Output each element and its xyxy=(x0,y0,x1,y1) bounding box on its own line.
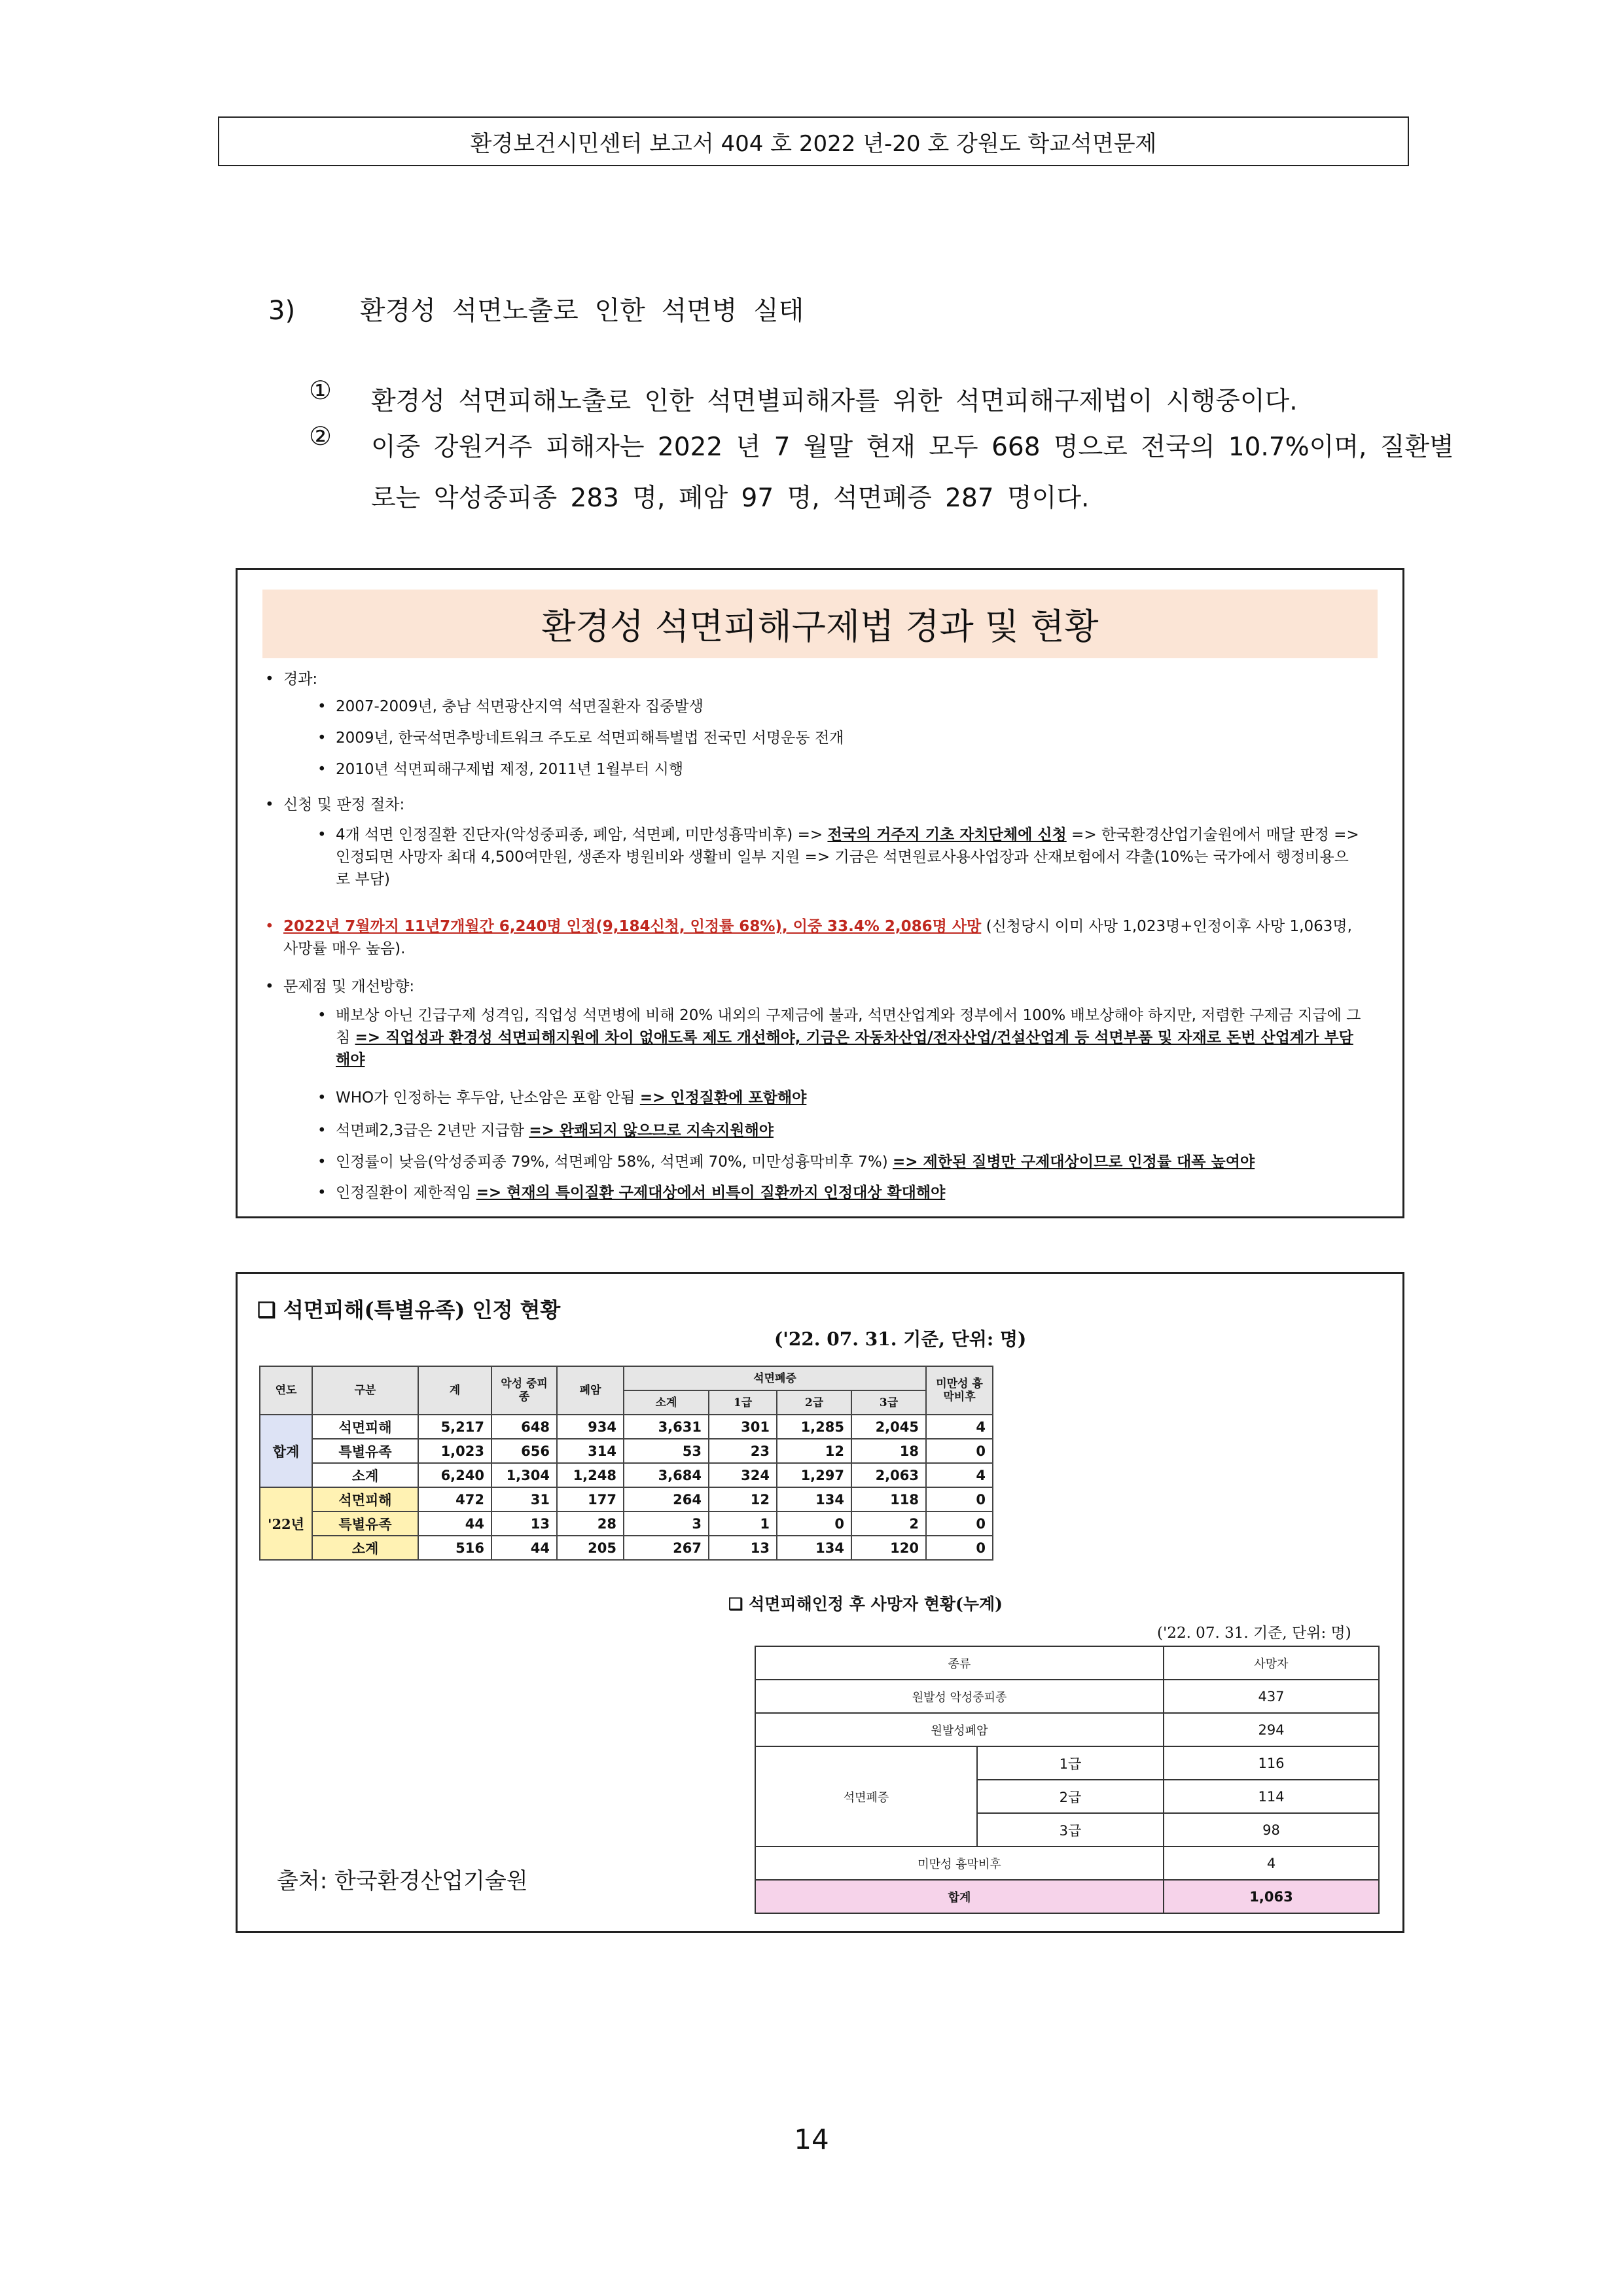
row-label: 원발성 악성중피종 xyxy=(755,1680,1164,1713)
cell: 0 xyxy=(926,1439,993,1463)
issue-item: • 인정질환이 제한적임 => 현재의 특이질환 구제대상에서 비특이 질환까지 인정대상 확대해야 xyxy=(317,1184,946,1201)
cell: 0 xyxy=(926,1536,993,1560)
cell: 1,297 xyxy=(777,1463,851,1487)
history-item: • 2009년, 한국석면추방네트워크 주도로 석면피해특별법 전국민 서명운동 전개 xyxy=(317,730,844,747)
cell: 301 xyxy=(709,1415,777,1439)
table-header-row xyxy=(755,1646,1379,1680)
cell: 0 xyxy=(926,1487,993,1511)
cell: 1,023 xyxy=(418,1439,491,1463)
row-label: 석면피해 xyxy=(312,1415,418,1439)
header-total: 계 xyxy=(418,1366,491,1415)
cell: 53 xyxy=(624,1439,709,1463)
summary-box xyxy=(236,568,1404,1218)
history-item: • 2010년 석면피해구제법 제정, 2011년 1월부터 시행 xyxy=(317,761,684,778)
cell: 267 xyxy=(624,1536,709,1560)
history-item: • 2007-2009년, 충남 석면광산지역 석면질환자 집중발생 xyxy=(317,698,704,715)
cell: 1 xyxy=(709,1511,777,1536)
cell: 134 xyxy=(777,1487,851,1511)
cell: 98 xyxy=(1164,1813,1379,1846)
cell: 44 xyxy=(418,1511,491,1536)
table-total-row xyxy=(755,1880,1379,1913)
cell: 656 xyxy=(491,1439,557,1463)
cell: 5,217 xyxy=(418,1415,491,1439)
cell: 114 xyxy=(1164,1780,1379,1813)
total-label: 합계 xyxy=(755,1880,1164,1913)
cell: 4 xyxy=(926,1463,993,1487)
cell: 12 xyxy=(709,1487,777,1511)
cell: 44 xyxy=(491,1536,557,1560)
paragraph-2 xyxy=(309,422,1471,524)
section-number: 3) xyxy=(268,296,296,326)
cell: 13 xyxy=(709,1536,777,1560)
table-row xyxy=(260,1439,993,1463)
header-deaths: 사망자 xyxy=(1164,1646,1379,1680)
recognition-table-basis: ('22. 07. 31. 기준, 단위: 명) xyxy=(774,1328,1027,1350)
cell: 1,304 xyxy=(491,1463,557,1487)
paragraph-text: 환경성 석면피해노출로 인한 석면별피해자를 위한 석면피해구제법이 시행중이다. xyxy=(371,387,1298,416)
cell: 314 xyxy=(557,1439,624,1463)
statistics-text: • 2022년 7월까지 11년7개월간 6,240명 인정(9,184신청, 인정률 68%), 이중 33.4% 2,086명 사망 (신청당시 이미 사망 1,023명+인정이후 사망 1,063명, 사망률 매우 높음). xyxy=(265,918,1352,957)
cell: 28 xyxy=(557,1511,624,1536)
section-title: 환경성 석면노출로 인한 석면병 실태 xyxy=(359,296,804,326)
page-number: 14 xyxy=(794,2123,829,2155)
cell: 116 xyxy=(1164,1746,1379,1780)
issue-item: • 석면폐2,3급은 2년만 지급함 => 완쾌되지 않으므로 지속지원해야 xyxy=(317,1122,774,1139)
header-year: 연도 xyxy=(260,1366,312,1415)
header-category: 구분 xyxy=(312,1366,418,1415)
cell: 31 xyxy=(491,1487,557,1511)
row-label: 석면피해 xyxy=(312,1487,418,1511)
cell: 324 xyxy=(709,1463,777,1487)
history-label: • 경과: xyxy=(265,671,318,688)
row-label: 소계 xyxy=(312,1536,418,1560)
issue-item: • 배보상 아닌 긴급구제 성격임, 직업성 석면병에 비해 20% 내외의 구제금에 불과, 석면산업계와 정부에서 100% 배보상해야 하지만, 저렴한 구제금 지급에 그침 => 직업성과 환경성 석면피해지원에 차이 없애도록 제도 개선해야, 기금은 자동차산업/전자산업/건설산업계 등 석면부품 및 자재로 돈번 산업계가 부담해야 xyxy=(317,1007,1361,1069)
paragraph-marker: ① xyxy=(309,376,332,406)
header-grade2: 2급 xyxy=(777,1390,851,1415)
paragraph-marker: ② xyxy=(309,422,332,451)
cell: 18 xyxy=(851,1439,926,1463)
header-subtotal: 소계 xyxy=(624,1390,709,1415)
header-lung: 폐암 xyxy=(557,1366,624,1415)
cell: 134 xyxy=(777,1536,851,1560)
cell: 1,248 xyxy=(557,1463,624,1487)
row-label: 소계 xyxy=(312,1463,418,1487)
table-row xyxy=(755,1846,1379,1880)
death-table-basis: ('22. 07. 31. 기준, 단위: 명) xyxy=(1157,1625,1351,1642)
header-type: 종류 xyxy=(755,1646,1164,1680)
cell: 120 xyxy=(851,1536,926,1560)
row-label: 미만성 흉막비후 xyxy=(755,1846,1164,1880)
table-row xyxy=(260,1511,993,1536)
recognition-table-title: ❑ 석면피해(특별유족) 인정 현황 xyxy=(257,1298,561,1322)
grade-label: 1급 xyxy=(977,1746,1164,1780)
cell: 13 xyxy=(491,1511,557,1536)
cell: 1,285 xyxy=(777,1415,851,1439)
death-table-title: ❑ 석면피해인정 후 사망자 현황(누계) xyxy=(728,1595,1003,1614)
cell: 4 xyxy=(926,1415,993,1439)
cell: 264 xyxy=(624,1487,709,1511)
report-header: 환경보건시민센터 보고서 404 호 2022 년-20 호 강원도 학교석면문제 xyxy=(218,116,1409,166)
cell: 294 xyxy=(1164,1713,1379,1746)
cell: 23 xyxy=(709,1439,777,1463)
cell: 0 xyxy=(926,1511,993,1536)
table-row xyxy=(755,1746,1379,1780)
table-row xyxy=(755,1713,1379,1746)
cell: 177 xyxy=(557,1487,624,1511)
cell: 3 xyxy=(624,1511,709,1536)
cell: 0 xyxy=(777,1511,851,1536)
procedure-text: • 4개 석면 인정질환 진단자(악성중피종, 폐암, 석면폐, 미만성흉막비후) => 전국의 거주지 기초 자치단체에 신청 => 한국환경산업기술원에서 매달 판정 => 인정되면 사망자 최대 4,500여만원, 생존자 병원비와 생활비 일부 지원 => 기금은 석면원료사용사업장과 산재보험에서 갹출(10%는 국가에서 행정비용으로 부담) xyxy=(317,826,1359,888)
tables-box xyxy=(236,1272,1404,1933)
header-grade1: 1급 xyxy=(709,1390,777,1415)
cell: 437 xyxy=(1164,1680,1379,1713)
cell: 12 xyxy=(777,1439,851,1463)
total-value: 1,063 xyxy=(1164,1880,1379,1913)
grade-label: 2급 xyxy=(977,1780,1164,1813)
cell: 4 xyxy=(1164,1846,1379,1880)
issue-item: • WHO가 인정하는 후두암, 난소암은 포함 안됨 => 인정질환에 포함해야 xyxy=(317,1089,807,1106)
cell: 648 xyxy=(491,1415,557,1439)
cell: 6,240 xyxy=(418,1463,491,1487)
recognition-table xyxy=(259,1366,993,1561)
grade-label: 3급 xyxy=(977,1813,1164,1846)
cell: 2,063 xyxy=(851,1463,926,1487)
source-caption: 출처: 한국환경산업기술원 xyxy=(277,1868,528,1894)
cell: 3,631 xyxy=(624,1415,709,1439)
cell: 2 xyxy=(851,1511,926,1536)
cell: 934 xyxy=(557,1415,624,1439)
table-row xyxy=(260,1463,993,1487)
group-label-2022: '22년 xyxy=(260,1487,312,1560)
cell: 516 xyxy=(418,1536,491,1560)
header-diffuse: 미만성 흉막비후 xyxy=(926,1366,993,1415)
row-label: 특별유족 xyxy=(312,1439,418,1463)
table-header-row xyxy=(260,1366,993,1390)
issue-item: • 인정률이 낮음(악성중피종 79%, 석면폐암 58%, 석면폐 70%, 미만성흉막비후 7%) => 제한된 질병만 구제대상이므로 인정률 대폭 높여야 xyxy=(317,1154,1255,1171)
paragraph-1 xyxy=(309,376,1471,427)
header-meso: 악성 중피종 xyxy=(491,1366,557,1415)
table-row xyxy=(755,1680,1379,1713)
cell: 3,684 xyxy=(624,1463,709,1487)
header-asbestosis: 석면폐증 xyxy=(624,1366,926,1390)
section-heading xyxy=(268,290,804,327)
issues-label: • 문제점 및 개선방향: xyxy=(265,978,415,995)
row-label: 석면폐증 xyxy=(755,1746,977,1846)
procedure-label: • 신청 및 판정 절차: xyxy=(265,796,405,813)
table-row xyxy=(260,1536,993,1560)
cell: 118 xyxy=(851,1487,926,1511)
header-grade3: 3급 xyxy=(851,1390,926,1415)
table-row xyxy=(260,1487,993,1511)
cell: 472 xyxy=(418,1487,491,1511)
cell: 205 xyxy=(557,1536,624,1560)
row-label: 원발성폐암 xyxy=(755,1713,1164,1746)
death-table xyxy=(755,1646,1380,1914)
summary-box-title: 환경성 석면피해구제법 경과 및 현황 xyxy=(262,590,1378,658)
table-row xyxy=(260,1415,993,1439)
paragraph-text: 이중 강원거주 피해자는 2022 년 7 월말 현재 모두 668 명으로 전국의 10.7%이며, 질환별로는 악성중피종 283 명, 폐암 97 명, 석면폐증 287 명이다. xyxy=(371,433,1454,513)
group-label-total: 합계 xyxy=(260,1415,312,1487)
cell: 2,045 xyxy=(851,1415,926,1439)
row-label: 특별유족 xyxy=(312,1511,418,1536)
